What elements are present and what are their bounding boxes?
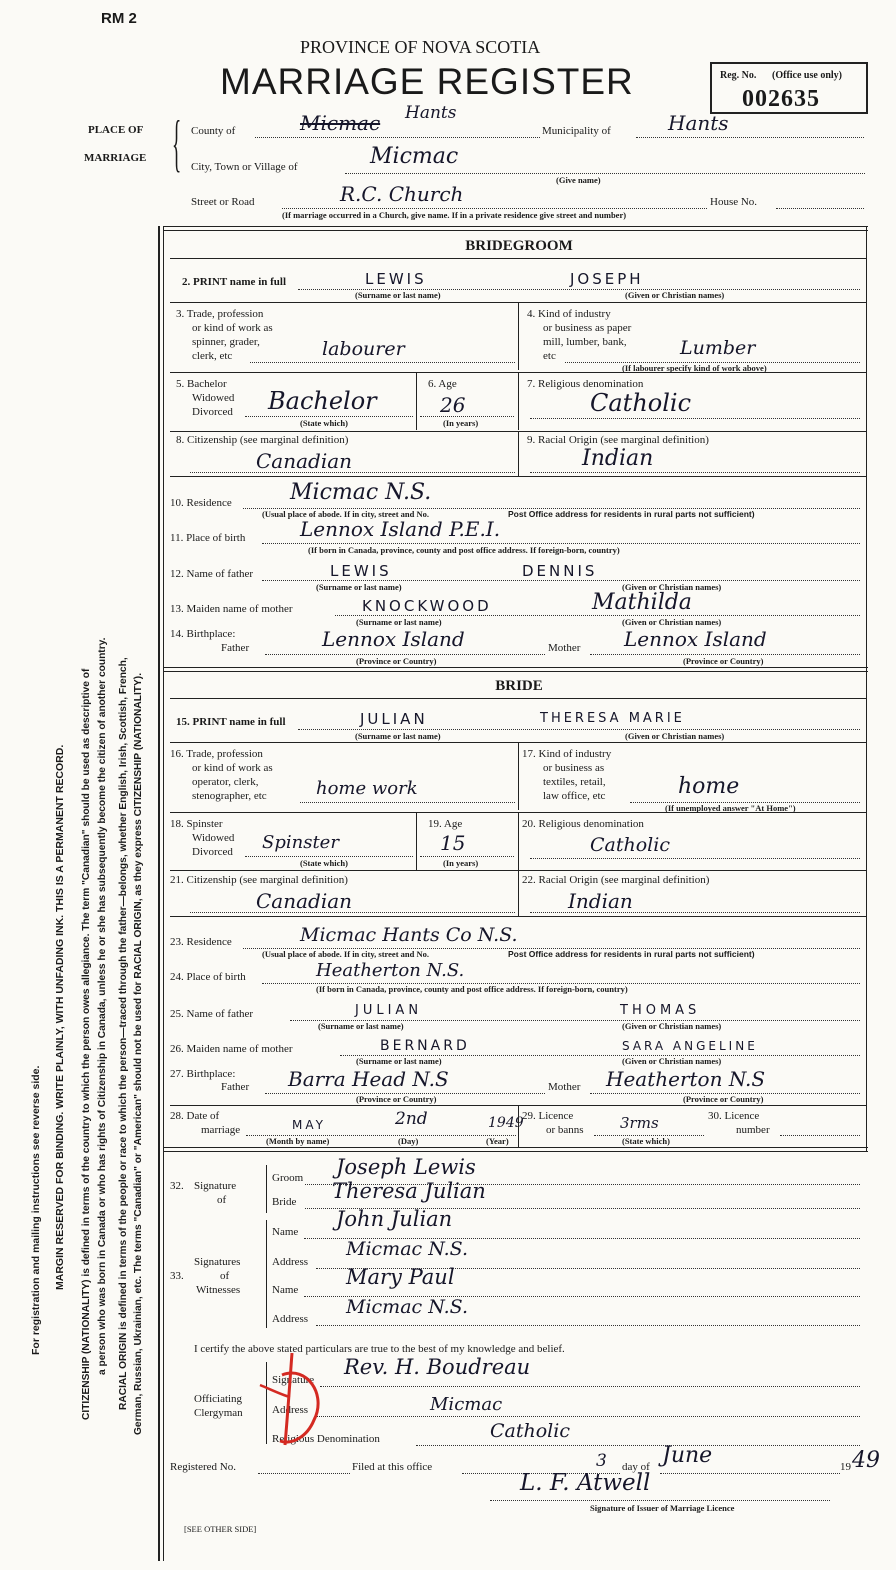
f32-l1: Signature [194, 1180, 237, 1192]
filed-month: June [662, 1443, 713, 1468]
f27-label: 27. Birthplace: [170, 1068, 236, 1080]
bride-mother-birthplace: Heatherton N.S [606, 1067, 766, 1091]
office-use-note: (Office use only) [772, 70, 842, 81]
frame-top-rule [163, 226, 868, 231]
groom-trade: labourer [322, 338, 405, 360]
f5-l1: 5. Bachelor [176, 378, 227, 390]
f4-l3: mill, lumber, bank, [543, 336, 627, 348]
groom-mother-birthplace: Lennox Island [624, 627, 767, 651]
f7-label: 7. Religious denomination [527, 378, 644, 390]
f14-mother-hint: (Province or Country) [683, 656, 764, 666]
street-value: R.C. Church [340, 182, 464, 206]
f14-mother-line [590, 654, 860, 655]
f13-surname-hint: (Surname or last name) [356, 617, 442, 627]
margin-racial-1: RACIAL ORIGIN is defined in terms of the people or race to which the person—traced through the father—belongs, whether English, Irish, Scottish, French, [118, 657, 129, 1410]
f8-label: 8. Citizenship (see marginal definition) [176, 434, 349, 446]
f12-line [262, 580, 860, 581]
f19-line [420, 856, 514, 857]
groom-residence: Micmac N.S. [290, 480, 432, 505]
f23-hint: (Usual place of abode. If in city, street and No. [262, 949, 430, 959]
f27-mother-hint: (Province or Country) [683, 1094, 764, 1104]
municipality-label: Municipality of [542, 125, 611, 137]
clergy-sig-label: Signature [272, 1374, 315, 1386]
f18-line [245, 856, 413, 857]
f14-label: 14. Birthplace: [170, 628, 236, 640]
w2-address-label: Address [272, 1313, 309, 1325]
bride-citizenship: Canadian [256, 889, 353, 913]
binding-rule [158, 226, 160, 1561]
filed-month-line [660, 1473, 840, 1474]
f16-l3: operator, clerk, [192, 776, 259, 788]
groom-status: Bachelor [268, 387, 377, 415]
city-hint: (Give name) [556, 175, 601, 185]
bride-religion: Catholic [590, 834, 670, 856]
bride-mother-given: SARA ANGELINE [622, 1039, 758, 1053]
f5-l3: Divorced [192, 406, 233, 418]
f32-l2: of [217, 1194, 227, 1206]
col-rule [518, 372, 519, 430]
reg-number: 002635 [742, 86, 820, 112]
clergy-denomination: Catholic [490, 1420, 570, 1442]
f13-label: 13. Maiden name of mother [170, 603, 293, 615]
filed-year: 49 [852, 1448, 880, 1473]
f18-l2: Widowed [192, 832, 235, 844]
f3-l4: clerk, etc [192, 350, 233, 362]
house-line [776, 208, 864, 209]
groom-religion: Catholic [590, 389, 692, 417]
marriage-side-label: MARRIAGE [84, 152, 147, 164]
f14-father-line [265, 654, 545, 655]
clergy-denom-line [416, 1445, 860, 1446]
bride-age: 15 [440, 831, 466, 855]
f17-l4: law office, etc [543, 790, 606, 802]
f2-label-text: 2. PRINT name in full [182, 276, 287, 288]
f9-line [530, 472, 860, 473]
filed-day: 3 [596, 1451, 607, 1471]
groom-industry: Lumber [680, 337, 756, 359]
row-rule [170, 476, 866, 477]
groom-given-hint: (Given or Christian names) [625, 290, 725, 300]
f15-label-text: 15. PRINT name in full [176, 716, 286, 728]
clergy-address-label: Address [272, 1404, 309, 1416]
page-title: MARRIAGE REGISTER [220, 61, 634, 102]
binding-rule-inner [163, 226, 164, 1561]
marriage-year: 1949 [488, 1115, 524, 1131]
f21-label: 21. Citizenship (see marginal definition) [170, 874, 348, 886]
city-label: City, Town or Village of [191, 161, 298, 173]
f6-label: 6. Age [428, 378, 457, 390]
f6-line [420, 416, 514, 417]
f23-hint-b: Post Office address for residents in rural parts not sufficient) [508, 949, 755, 959]
sig-bracket [266, 1165, 267, 1213]
f28-day-hint: (Day) [398, 1136, 419, 1146]
f33-l1: Signatures [194, 1256, 241, 1268]
f17-l3: textiles, retail, [543, 776, 606, 788]
margin-citizenship-2: a person who was born in Canada or who has rights of Citizenship in Canada, unless he or she has subsequently become the citizen of another country. [97, 637, 108, 1375]
col-rule [518, 1105, 519, 1147]
groom-racial: Indian [582, 446, 654, 471]
bride-given: THERESA MARIE [540, 711, 685, 726]
f16-line [300, 802, 515, 803]
f10-hint: (Usual place of abode. If in city, street and No. [262, 509, 430, 519]
f33-num: 33. [170, 1270, 184, 1282]
house-label: House No. [710, 196, 758, 208]
f3-line [250, 362, 515, 363]
f20-label: 20. Religious denomination [522, 818, 644, 830]
f33-l3: Witnesses [196, 1284, 241, 1296]
col-rule [518, 812, 519, 870]
bride-father-given: THOMAS [620, 1003, 701, 1018]
bride-heading: BRIDE [495, 678, 543, 694]
groom-father-birthplace: Lennox Island [322, 627, 465, 651]
f13-line [335, 615, 860, 616]
f11-line [262, 543, 860, 544]
year-prefix: 19 [840, 1461, 851, 1473]
col-rule [518, 870, 519, 916]
issuer-sig-line [490, 1500, 830, 1501]
f4-hint: (If labourer specify kind of work above) [622, 363, 767, 373]
f8-line [190, 472, 515, 473]
f15-line [298, 729, 860, 730]
certify-text: I certify the above stated particulars are true to the best of my knowledge and belief. [194, 1343, 565, 1355]
bride-sig-label: Bride [272, 1196, 297, 1208]
f25-label: 25. Name of father [170, 1008, 254, 1020]
groom-given: JOSEPH [570, 270, 644, 288]
red-check-mark-icon [252, 1345, 352, 1455]
w2-name-label: Name [272, 1284, 299, 1296]
f26-given-hint: (Given or Christian names) [622, 1056, 722, 1066]
witness2-address: Micmac N.S. [346, 1296, 469, 1318]
groom-age: 26 [440, 393, 466, 417]
f18-hint: (State which) [300, 858, 348, 868]
f29-l2: or banns [546, 1124, 584, 1136]
f30-l1: 30. Licence [708, 1110, 760, 1122]
f4-l2: or business as paper [543, 322, 632, 334]
f11-hint: (If born in Canada, province, county and post office address. If foreign-born, country) [308, 545, 620, 555]
municipality-value: Hants [668, 111, 729, 135]
f14-mother-word: Mother [548, 642, 581, 654]
bride-signature: Theresa Julian [332, 1179, 486, 1203]
bridegroom-heading-rule [170, 258, 866, 259]
clergy-address: Micmac [430, 1394, 503, 1415]
f15-given-hint: (Given or Christian names) [625, 731, 725, 741]
f25-surname-hint: (Surname or last name) [318, 1021, 404, 1031]
f2-label [182, 276, 286, 289]
w2-address-line [316, 1325, 860, 1326]
f18-l1: 18. Spinster [170, 818, 223, 830]
f5-line [245, 416, 413, 417]
f14-father-hint: (Province or Country) [356, 656, 437, 666]
f27-mother-word: Mother [548, 1081, 581, 1093]
bride-father-birthplace: Barra Head N.S [288, 1067, 449, 1091]
bride-section-rule [163, 667, 868, 672]
bride-status: Spinster [262, 832, 339, 853]
f3-l1: 3. Trade, profession [176, 308, 264, 320]
f24-hint: (If born in Canada, province, county and post office address. If foreign-born, country) [316, 984, 628, 994]
f28-l2: marriage [201, 1124, 241, 1136]
bridegroom-heading: BRIDEGROOM [465, 238, 573, 254]
f16-l4: stenographer, etc [192, 790, 267, 802]
street-hint: (If marriage occurred in a Church, give name. If in a private residence give street and number) [282, 210, 627, 220]
col-rule [416, 812, 417, 870]
f17-l2: or business as [543, 762, 605, 774]
witness1-name: John Julian [336, 1207, 453, 1231]
f13-given-hint: (Given or Christian names) [622, 617, 722, 627]
groom-father-surname: LEWIS [330, 562, 392, 580]
county-label: County of [191, 125, 236, 137]
f5-hint: (State which) [300, 418, 348, 428]
groom-surname: LEWIS [365, 270, 427, 288]
f29-hint: (State which) [622, 1136, 670, 1146]
f26-surname-hint: (Surname or last name) [356, 1056, 442, 1066]
f28-month-hint: (Month by name) [266, 1136, 330, 1146]
f12-given-hint: (Given or Christian names) [622, 582, 722, 592]
margin-citizenship-1: CITIZENSHIP (NATIONALITY) is defined in terms of the country to which the person owes allegiance. The term "Canadian" should be used as descriptive of [81, 668, 92, 1420]
f28-l1: 28. Date of [170, 1110, 220, 1122]
row-rule [170, 916, 866, 917]
day-of-label: day of [622, 1461, 650, 1473]
bride-heading-rule [170, 698, 866, 699]
f22-label: 22. Racial Origin (see marginal definition) [522, 874, 710, 886]
col-rule [518, 302, 519, 370]
witness2-name: Mary Paul [346, 1265, 455, 1289]
f12-label: 12. Name of father [170, 568, 254, 580]
province-heading: PROVINCE OF NOVA SCOTIA [300, 37, 541, 57]
col-rule [518, 431, 519, 476]
witness1-address: Micmac N.S. [346, 1238, 469, 1260]
f4-l1: 4. Kind of industry [527, 308, 611, 320]
groom-citizenship: Canadian [256, 449, 353, 473]
clergy-sig-line [320, 1386, 860, 1387]
f20-line [530, 858, 860, 859]
street-label: Street or Road [191, 196, 255, 208]
groom-sig-label: Groom [272, 1172, 304, 1184]
bride-racial: Indian [568, 889, 633, 913]
f18-l3: Divorced [192, 846, 233, 858]
bride-birthplace: Heatherton N.S. [316, 960, 465, 981]
witness-bracket [266, 1220, 267, 1328]
county-struck-value: Micmac [300, 111, 381, 135]
f24-label: 24. Place of birth [170, 971, 246, 983]
issuer-signature: L. F. Atwell [520, 1470, 651, 1496]
f17-l1: 17. Kind of industry [522, 748, 612, 760]
w1-address-label: Address [272, 1256, 309, 1268]
groom-mother-given: Mathilda [592, 590, 692, 615]
f25-given-hint: (Given or Christian names) [622, 1021, 722, 1031]
col-rule [518, 742, 519, 810]
place-of-label: PLACE OF [88, 124, 144, 136]
groom-father-given: DENNIS [522, 562, 598, 580]
registered-line [258, 1473, 350, 1474]
city-line [345, 173, 865, 174]
clergy-denom-label: Religious Denomination [272, 1433, 380, 1445]
clergy-signature: Rev. H. Boudreau [344, 1355, 531, 1379]
groom-mother-surname: KNOCKWOOD [362, 597, 492, 615]
marriage-day: 2nd [395, 1109, 428, 1129]
bride-residence: Micmac Hants Co N.S. [300, 924, 518, 946]
issuer-label: Signature of Issuer of Marriage Licence [590, 1503, 735, 1513]
margin-instructions: For registration and mailing instructions see reverse side. [30, 1065, 42, 1355]
f32-num: 32. [170, 1180, 184, 1192]
signatures-section-rule [163, 1147, 868, 1152]
street-line [282, 208, 707, 209]
form-code: RM 2 [101, 10, 137, 27]
f11-label: 11. Place of birth [170, 532, 246, 544]
margin-binding-note: MARGIN RESERVED FOR BINDING. WRITE PLAINLY, WITH UNFADING INK. THIS IS A PERMANENT RECORD. [54, 744, 66, 1290]
f28-year-hint: (Year) [486, 1136, 509, 1146]
reg-number-label: Reg. No. [720, 70, 757, 81]
f33-l2: of [220, 1270, 230, 1282]
col-rule [416, 372, 417, 430]
county-value: Hants [405, 103, 457, 123]
bride-father-surname: JULIAN [355, 1003, 423, 1018]
bride-surname: JULIAN [360, 710, 428, 728]
f27-father-hint: (Province or Country) [356, 1094, 437, 1104]
clergyman-label: Clergyman [194, 1407, 243, 1419]
f10-hint-b: Post Office address for residents in rural parts not sufficient) [508, 509, 755, 519]
f9-label: 9. Racial Origin (see marginal definition) [527, 434, 709, 446]
f10-label: 10. Residence [170, 497, 232, 509]
officiating-label: Officiating [194, 1393, 243, 1405]
f23-label: 23. Residence [170, 936, 232, 948]
f3-l3: spinner, grader, [192, 336, 260, 348]
f6-hint: (In years) [443, 418, 479, 428]
f3-l2: or kind of work as [192, 322, 273, 334]
f15-surname-hint: (Surname or last name) [355, 731, 441, 741]
groom-surname-hint: (Surname or last name) [355, 290, 441, 300]
county-line [255, 137, 540, 138]
clergy-address-line [316, 1416, 860, 1417]
registered-label: Registered No. [170, 1461, 236, 1473]
f21-line [190, 912, 515, 913]
w1-name-label: Name [272, 1226, 299, 1238]
reg-number-box [710, 62, 868, 114]
f30-line [780, 1135, 860, 1136]
margin-racial-2: German, Russian, Ukrainian, etc. The terms "Canadian" or "American" should not be used for RACIAL ORIGIN, as they express CITIZENSHIP (NATIONALITY). [133, 672, 144, 1435]
f14-father-word: Father [221, 642, 250, 654]
see-other-side: [SEE OTHER SIDE] [184, 1524, 257, 1534]
municipality-line [636, 137, 864, 138]
f12-surname-hint: (Surname or last name) [316, 582, 402, 592]
f30-l2: number [736, 1124, 770, 1136]
groom-signature: Joseph Lewis [336, 1155, 476, 1179]
marriage-month: MAY [292, 1118, 326, 1132]
f16-l1: 16. Trade, profession [170, 748, 263, 760]
f19-hint: (In years) [443, 858, 479, 868]
marriage-licence: 3rms [620, 1114, 659, 1132]
bride-industry: home [678, 774, 740, 799]
f29-l1: 29. Licence [522, 1110, 574, 1122]
f15-label [176, 716, 286, 729]
f7-line [530, 418, 860, 419]
filed-label: Filed at this office [352, 1461, 433, 1473]
f27-father-word: Father [221, 1081, 250, 1093]
f4-l4: etc [543, 350, 556, 362]
groom-birthplace: Lennox Island P.E.I. [300, 517, 501, 541]
f19-label: 19. Age [428, 818, 463, 830]
city-value: Micmac [370, 144, 459, 169]
f16-l2: or kind of work as [192, 762, 273, 774]
place-brace: { [172, 107, 182, 178]
bride-mother-surname: BERNARD [380, 1038, 470, 1054]
f5-l2: Widowed [192, 392, 235, 404]
f26-label: 26. Maiden name of mother [170, 1043, 293, 1055]
f17-hint: (If unemployed answer "At Home") [665, 803, 796, 813]
bride-trade: home work [316, 778, 418, 799]
